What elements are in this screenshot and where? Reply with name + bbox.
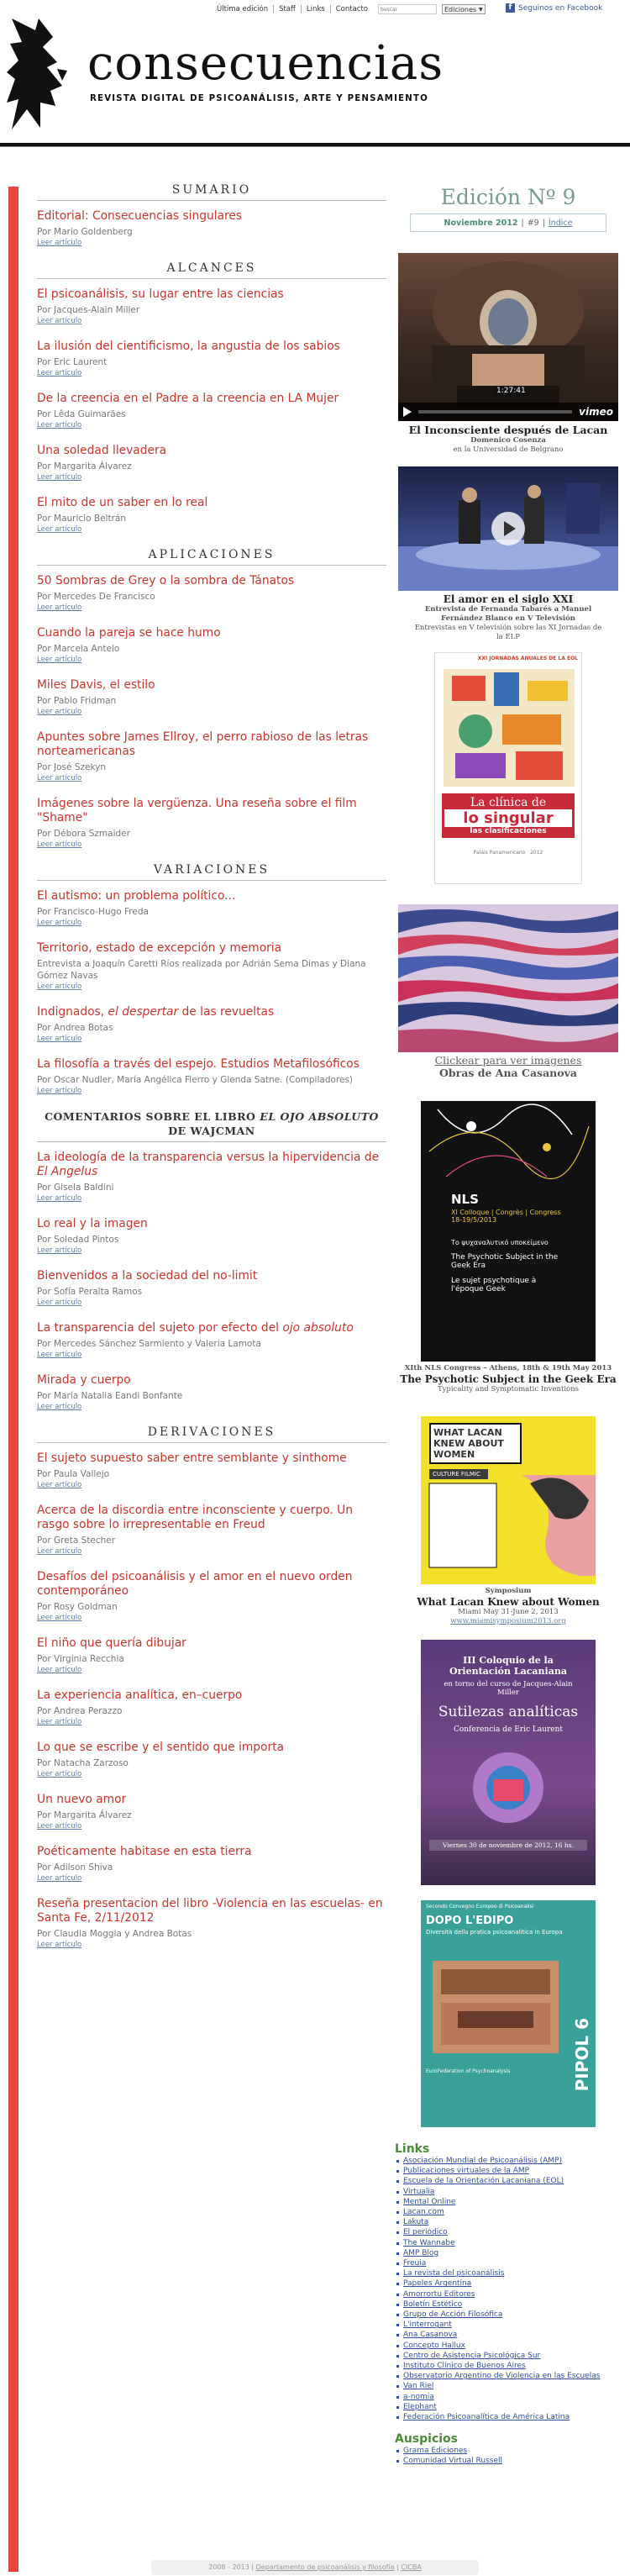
video-1-time: 1:27:41	[493, 386, 529, 396]
article-item	[37, 574, 386, 613]
article-item	[37, 1793, 386, 1831]
poster-2-caption-1: XIth NLS Congress – Athens, 18th & 19th May 2013	[404, 1364, 612, 1372]
poster-3-caption	[395, 1587, 622, 1626]
play-icon	[504, 521, 516, 536]
link-item[interactable]: Ana Casanova	[395, 2330, 622, 2340]
article-item	[37, 496, 386, 535]
poster-1-line3: las clasificaciones	[470, 827, 547, 835]
link-item[interactable]: La revista del psicoanálisis	[395, 2268, 622, 2278]
section-heading-pre: COMENTARIOS SOBRE EL LIBRO	[45, 1110, 260, 1123]
article-author: Por Sofía Peralta Ramos	[37, 1287, 143, 1297]
poster-4-line2: en torno del curso de Jacques-Alain Miller	[444, 1680, 573, 1697]
article-author: Por Natacha Zarzoso	[37, 1758, 129, 1768]
poster-3-art	[421, 1475, 596, 1576]
article-title[interactable]: La filosofía a través del espejo. Estudios Metafilosóficos	[37, 1057, 360, 1071]
link-item[interactable]: Grupo de Acción Filosófica	[395, 2310, 622, 2320]
article-title[interactable]: Poéticamente habitase en esta tierra	[37, 1845, 252, 1858]
article-title[interactable]	[37, 1151, 386, 1179]
article-author: Por Pablo Fridman	[37, 696, 117, 706]
footer-org-link[interactable]: CICBA	[401, 2563, 422, 2571]
poster-3-sub-1: Miami May 31-June 2, 2013	[458, 1608, 559, 1616]
read-article-link[interactable]: Leer artículo	[37, 421, 82, 429]
video-2-title[interactable]: El amor en el siglo XXI	[443, 593, 574, 605]
article-list	[37, 183, 386, 1963]
link-item[interactable]: Asociación Mundial de Psicoanálisis (AMP)	[395, 2156, 622, 2166]
article-item	[37, 340, 386, 378]
article-author: Por Marcela Antelo	[37, 644, 120, 654]
auspicio-item[interactable]: Comunidad Virtual Russell	[395, 2456, 622, 2466]
read-article-link[interactable]: Leer artículo	[37, 1403, 82, 1411]
link-item[interactable]: Publicaciones virtuales de la AMP	[395, 2166, 622, 2176]
article-title[interactable]: El mito de un saber en lo real	[37, 496, 208, 509]
facebook-label: Seguinos en Facebook	[518, 3, 603, 13]
article-title-post: de las revueltas	[178, 1005, 275, 1019]
section-0	[37, 183, 386, 248]
article-author: Por Soledad Pintos	[37, 1235, 119, 1245]
article-title[interactable]: Lo que se escribe y el sentido que importa	[37, 1741, 284, 1754]
section-heading-post: DE WAJCMAN	[168, 1125, 255, 1137]
article-item	[37, 730, 386, 783]
article-author: Por Adilson Shiva	[37, 1862, 113, 1873]
poster-4-line5: Viernes 30 de noviembre de 2012, 16 hs.	[429, 1840, 587, 1851]
read-article-link[interactable]: Leer artículo	[37, 1941, 82, 1949]
article-author: Por Claudia Moggia y Andrea Botas	[37, 1929, 192, 1939]
link-item[interactable]: Amorrortu Editores	[395, 2289, 622, 2299]
read-article-link[interactable]: Leer artículo	[37, 982, 82, 991]
link-item[interactable]: Federación Psicoanalítica de América Latina	[395, 2412, 622, 2422]
article-title[interactable]	[37, 1321, 386, 1335]
link-item[interactable]: Lakuta	[395, 2217, 622, 2227]
article-item	[37, 941, 386, 992]
article-item	[37, 1217, 386, 1256]
auspicios-heading: Auspicios	[395, 2432, 459, 2447]
article-item	[37, 287, 386, 326]
article-author: Por Jacques-Alain Miller	[37, 305, 140, 315]
article-author: Por Mercedes De Francisco	[37, 592, 155, 602]
article-title[interactable]: Una soledad llevadera	[37, 444, 167, 457]
poster-1-art	[435, 664, 582, 790]
poster-4-line3: Sutilezas analíticas	[438, 1704, 579, 1720]
poster-5-line2: DOPO L'EDIPO	[426, 1915, 514, 1927]
read-article-link[interactable]: Leer artículo	[37, 369, 82, 377]
link-item[interactable]: AMP Blog	[395, 2248, 622, 2258]
poster-3-title-2: What Lacan Knew about Women	[417, 1596, 600, 1608]
article-author: Por Mercedes Sánchez Sarmiento y Valeria Lamota	[37, 1339, 261, 1349]
chevron-down-icon: ▼	[479, 6, 483, 13]
link-item[interactable]: Boletín Estético	[395, 2299, 622, 2310]
read-article-link[interactable]: Leer artículo	[37, 1194, 82, 1203]
section-heading: ALCANCES	[37, 261, 386, 279]
article-item	[37, 678, 386, 717]
link-item[interactable]: Escuela de la Orientación Lacaniana (EOL)	[395, 2176, 622, 2186]
read-article-link[interactable]: Leer artículo	[37, 239, 82, 247]
video-2-subtitle: Entrevista de Fernanda Tabarés a Manuel Fernández Blanco en V Televisión	[424, 605, 592, 623]
article-title[interactable]: Un nuevo amor	[37, 1793, 127, 1806]
poster-2-art	[421, 1101, 596, 1185]
nav-link-1[interactable]: Staff	[273, 5, 301, 13]
video-1-thumbnail	[398, 253, 618, 421]
article-author: Por José Szekyn	[37, 762, 107, 772]
poster-lacan-women[interactable]	[421, 1416, 596, 1584]
article-author: Por Andrea Botas	[37, 1023, 113, 1033]
article-title[interactable]: 50 Sombras de Grey o la sombra de Tánatos	[37, 574, 295, 587]
sidebar	[395, 185, 622, 2467]
article-item	[37, 1741, 386, 1779]
poster-5-line3: Diversità della pratica psicoanalitica in Europa	[426, 1929, 563, 1936]
article-item	[37, 1504, 386, 1557]
article-author: Por Gisela Baldini	[37, 1183, 114, 1193]
read-article-link[interactable]: Leer artículo	[37, 525, 82, 534]
article-title[interactable]: La experiencia analítica, en–cuerpo	[37, 1688, 243, 1702]
article-title[interactable]	[37, 1005, 386, 1019]
link-item[interactable]: Mental Online	[395, 2197, 622, 2207]
article-title[interactable]: Territorio, estado de excepción y memoria	[37, 941, 282, 955]
article-item	[37, 1570, 386, 1623]
article-item	[37, 626, 386, 665]
poster-4-line4: Conferencia de Eric Laurent	[453, 1725, 564, 1734]
article-item	[37, 1151, 386, 1204]
poster-3-title-1: Symposium	[485, 1587, 532, 1595]
header-rule-thin	[0, 146, 630, 147]
poster-2-line3: Le sujet psychotique à l'époque Geek	[451, 1277, 537, 1293]
poster-2-line1: Το ψυχαναλυτικό υποκείμενο	[451, 1239, 549, 1246]
read-article-link[interactable]: Leer artículo	[37, 317, 82, 325]
footer-dept-link[interactable]: Departamento de psicoanálisis y filosofía	[255, 2563, 395, 2571]
article-title-em: el despertar	[108, 1005, 179, 1019]
edition-title: Edición Nº 9	[440, 185, 576, 209]
section-heading-em: EL OJO ABSOLUTO	[260, 1110, 379, 1123]
article-author: Por Rosy Goldman	[37, 1602, 118, 1612]
read-article-link[interactable]: Leer artículo	[37, 1874, 82, 1883]
article-author: Por Mauricio Beltrán	[37, 514, 126, 524]
poster-1-line2: lo singular	[444, 809, 572, 827]
article-author: Por Andrea Perazzo	[37, 1706, 123, 1716]
link-item[interactable]: Freuia	[395, 2258, 622, 2268]
read-article-link[interactable]: Leer artículo	[37, 603, 82, 612]
poster-3-top: WHAT LACAN KNEW ABOUT WOMEN	[429, 1423, 522, 1464]
facebook-link[interactable]	[506, 3, 602, 13]
section-heading: DERIVACIONES	[37, 1425, 386, 1443]
poster-3-sub-2[interactable]: www.miamisymposium2013.org	[450, 1617, 566, 1625]
brand-subtitle: REVISTA DIGITAL DE PSICOANÁLISIS, ARTE Y PENSAMIENTO	[90, 94, 429, 103]
article-title-pre: La transparencia del sujeto por efecto del	[37, 1321, 283, 1335]
article-title[interactable]: Acerca de la discordia entre inconsciente y cuerpo. Un rasgo sobre lo irrepresentable en Freud	[37, 1504, 354, 1531]
link-item[interactable]: a-nomia	[395, 2392, 622, 2402]
article-item	[37, 1451, 386, 1490]
top-nav	[212, 3, 486, 15]
edition-box: Noviembre 2012 | #9 | Índice	[410, 213, 606, 232]
link-item[interactable]: L'interrogant	[395, 2320, 622, 2330]
nav-link-3[interactable]: Contacto	[330, 5, 373, 13]
facebook-icon: f	[506, 3, 515, 13]
article-author: Por Eric Laurent	[37, 357, 108, 367]
section-5	[37, 1425, 386, 1950]
article-author: Por Lêda Guimarães	[37, 409, 126, 419]
video-2-play-button[interactable]	[491, 512, 525, 545]
read-article-link[interactable]: Leer artículo	[37, 1481, 82, 1489]
article-author: Por Oscar Nudler, María Angélica Fierro y Glenda Satne. (Compiladores)	[37, 1075, 354, 1085]
links-list	[395, 2156, 622, 2422]
video-player-1[interactable]	[398, 253, 618, 421]
read-article-link[interactable]: Leer artículo	[37, 840, 82, 849]
poster-coloquio[interactable]	[421, 1640, 596, 1885]
article-item	[37, 1269, 386, 1308]
poster-5-line5: EuroFederation of Psychoanalysis	[426, 2068, 511, 2074]
play-icon[interactable]	[403, 407, 412, 417]
link-item[interactable]: The Wannabe	[395, 2238, 622, 2248]
article-title[interactable]: El autismo: un problema político...	[37, 889, 236, 903]
link-item[interactable]: Lacan.com	[395, 2207, 622, 2217]
article-author: Por Mario Goldenberg	[37, 227, 133, 237]
article-item	[37, 1636, 386, 1675]
article-author: Por Margarita Álvarez	[37, 1810, 132, 1820]
article-title[interactable]: El sujeto supuesto saber entre semblante y sinthome	[37, 1451, 347, 1465]
article-item	[37, 1373, 386, 1412]
article-title[interactable]: Lo real y la imagen	[37, 1217, 148, 1230]
article-title[interactable]: Imágenes sobre la vergüenza. Una reseña sobre el film "Shame"	[37, 797, 357, 824]
section-3	[37, 863, 386, 1096]
poster-nls-congress[interactable]	[421, 1101, 596, 1362]
article-author: Por Virginia Recchia	[37, 1654, 124, 1664]
article-title[interactable]: El psicoanálisis, su lugar entre las ciencias	[37, 287, 284, 301]
video-player-2[interactable]	[398, 466, 618, 591]
read-article-link[interactable]: Leer artículo	[37, 473, 82, 482]
video-1-progress[interactable]	[418, 410, 572, 414]
poster-1-header: XXI JORNADAS ANUALES DE LA EOL	[477, 656, 578, 661]
article-title-em: ojo absoluto	[282, 1321, 354, 1335]
poster-1-line1: La clínica de	[470, 796, 547, 809]
paintings-link[interactable]: Clickear para ver imagenes	[434, 1054, 582, 1067]
poster-2-code: NLS	[451, 1192, 479, 1207]
article-title[interactable]: El niño que quería dibujar	[37, 1636, 186, 1650]
poster-2-caption-2: The Psychotic Subject in the Geek Era	[400, 1373, 617, 1385]
video-1-speaker: Domenico Cosenza	[470, 436, 546, 445]
article-title[interactable]: Bienvenidos a la sociedad del no-limit	[37, 1269, 258, 1283]
section-heading: VARIACIONES	[37, 863, 386, 881]
article-title[interactable]: Cuando la pareja se hace humo	[37, 626, 221, 640]
article-author: Por Paula Vallejo	[37, 1469, 110, 1479]
read-article-link[interactable]: Leer artículo	[37, 919, 82, 927]
poster-4-line1: III Coloquio de la Orientación Lacaniana	[449, 1655, 567, 1677]
poster-2-caption	[395, 1364, 622, 1394]
article-title-pre: La ideología de la transparencia versus la hipervidencia de	[37, 1151, 380, 1164]
video-2-caption	[395, 593, 622, 642]
article-title[interactable]: La ilusión del cientificismo, la angustia de los sabios	[37, 340, 340, 353]
poster-2-line2: The Psychotic Subject in the Geek Era	[451, 1253, 559, 1270]
article-item	[37, 1688, 386, 1727]
search-input[interactable]	[378, 4, 437, 14]
article-item	[37, 1321, 386, 1360]
article-item	[37, 889, 386, 928]
article-item	[37, 392, 386, 430]
poster-5-line4: PIPOL 6	[572, 2018, 592, 2092]
links-heading: Links	[395, 2142, 430, 2156]
article-title[interactable]: Desafíos del psicoanálisis y el amor en el nuevo orden contemporáneo	[37, 1570, 353, 1598]
read-article-link[interactable]: Leer artículo	[37, 1299, 82, 1307]
article-title[interactable]: Mirada y cuerpo	[37, 1373, 131, 1387]
article-item	[37, 444, 386, 482]
read-article-link[interactable]: Leer artículo	[37, 774, 82, 782]
footer-years: 2008 - 2013	[208, 2563, 249, 2571]
section-heading	[37, 1109, 386, 1142]
poster-4-art	[421, 1736, 596, 1836]
article-title[interactable]: Apuntes sobre James Ellroy, el perro rabioso de las letras norteamericanas	[37, 730, 369, 758]
poster-3-tag: CULTURE FILMIC	[429, 1469, 488, 1479]
poster-clinica-singular[interactable]	[434, 652, 582, 884]
edition-select[interactable]	[442, 4, 486, 14]
video-1-title[interactable]: El Inconsciente después de Lacan	[408, 424, 608, 436]
read-article-link[interactable]: Leer artículo	[37, 1666, 82, 1674]
auspicios-list	[395, 2446, 622, 2466]
poster-1-footer: Palais Panamericano · 2012	[473, 850, 543, 856]
poster-pipol[interactable]	[421, 1900, 596, 2127]
paintings-title: Obras de Ana Casanova	[439, 1067, 577, 1079]
link-item[interactable]: Instituto Clínico de Buenos Aires	[395, 2361, 622, 2371]
read-article-link[interactable]: Leer artículo	[37, 1035, 82, 1043]
read-article-link[interactable]: Leer artículo	[37, 1718, 82, 1726]
poster-2-caption-3: Typicality and Symptomatic Inventions	[437, 1385, 580, 1393]
video-1-controls	[398, 403, 618, 421]
article-item	[37, 797, 386, 850]
auspicio-item[interactable]: Grama Ediciones	[395, 2446, 622, 2456]
section-2	[37, 548, 386, 850]
edition-number: #9	[527, 218, 539, 228]
article-item	[37, 1845, 386, 1883]
read-article-link[interactable]: Leer artículo	[37, 1770, 82, 1778]
video-2-description: Entrevistas en V televisión sobre las XI Jornadas de la ELP	[414, 624, 602, 641]
red-sidebar-bar	[8, 187, 18, 2572]
nav-link-0[interactable]: Última edición	[217, 5, 269, 13]
edition-select-label: Ediciones	[444, 5, 477, 13]
link-item[interactable]: Virtualia	[395, 2187, 622, 2197]
poster-5-line1: Secondo Convegno Europeo di Psicoanalisi	[426, 1904, 534, 1910]
article-item	[37, 1897, 386, 1950]
link-item[interactable]: El periódico	[395, 2227, 622, 2237]
read-article-link[interactable]: Leer artículo	[37, 1614, 82, 1622]
read-article-link[interactable]: Leer artículo	[37, 1822, 82, 1831]
read-article-link[interactable]: Leer artículo	[37, 708, 82, 716]
read-article-link[interactable]: Leer artículo	[37, 656, 82, 664]
paintings-banner[interactable]	[398, 904, 618, 1052]
poster-2-years: XI Colloque | Congrès | Congress 18-19/5/2013	[451, 1209, 561, 1224]
paintings-art	[398, 904, 618, 1052]
read-article-link[interactable]: Leer artículo	[37, 1351, 82, 1359]
article-title[interactable]: Miles Davis, el estilo	[37, 678, 155, 692]
poster-5-art	[421, 1936, 596, 2062]
article-title[interactable]: Reseña presentacion del libro -Violencia en las escuelas- en Santa Fe, 2/11/2012	[37, 1897, 383, 1925]
paintings-caption	[395, 1054, 622, 1079]
read-article-link[interactable]: Leer artículo	[37, 1547, 82, 1556]
article-author: Por Francisco-Hugo Freda	[37, 907, 149, 917]
article-title[interactable]: De la creencia en el Padre a la creencia en LA Mujer	[37, 392, 339, 405]
nav-link-2[interactable]: Links	[301, 5, 330, 13]
video-1-place: en la Universidad de Belgrano	[453, 445, 564, 454]
video-1-vimeo-logo[interactable]: vimeo	[579, 406, 613, 418]
article-author: Por Débora Szmaider	[37, 829, 130, 839]
read-article-link[interactable]: Leer artículo	[37, 1246, 82, 1255]
link-item[interactable]: Centro de Asistencia Psicológica Sur	[395, 2351, 622, 2361]
link-item[interactable]: Observatorio Argentino de Violencia en las Escuelas	[395, 2371, 622, 2381]
article-author: Por Margarita Álvarez	[37, 461, 132, 471]
article-item	[37, 209, 386, 248]
brand-name: consecuencias	[87, 36, 444, 91]
article-item	[37, 1057, 386, 1096]
article-item	[37, 1005, 386, 1044]
section-heading: SUMARIO	[37, 183, 386, 201]
logo-icon	[7, 18, 91, 136]
section-1	[37, 261, 386, 535]
link-item[interactable]: Elephant	[395, 2402, 622, 2412]
link-item[interactable]: Concepto Hallux	[395, 2341, 622, 2351]
video-1-caption	[395, 424, 622, 455]
section-4	[37, 1109, 386, 1412]
read-article-link[interactable]: Leer artículo	[37, 1087, 82, 1095]
link-item[interactable]: Van Riel	[395, 2381, 622, 2391]
article-title-pre: Indignados,	[37, 1005, 108, 1019]
section-heading: APLICACIONES	[37, 548, 386, 566]
article-title[interactable]: Editorial: Consecuencias singulares	[37, 209, 243, 223]
article-author: Por Greta Stecher	[37, 1536, 116, 1546]
article-title-em: El Angelus	[37, 1165, 98, 1178]
link-item[interactable]: Papeles Argentina	[395, 2278, 622, 2289]
edition-date: Noviembre 2012	[444, 218, 518, 228]
footer: 2008 - 2013 | Departamento de psicoanálisis y filosofía | CICBA	[151, 2560, 479, 2575]
edition-index-link[interactable]: Índice	[548, 218, 573, 228]
article-author: Entrevista a Joaquín Caretti Ríos realizada por Adrián Sema Dimas y Diana Gómez Navas	[37, 959, 366, 981]
article-author: Por María Natalia Eandi Bonfante	[37, 1391, 183, 1401]
